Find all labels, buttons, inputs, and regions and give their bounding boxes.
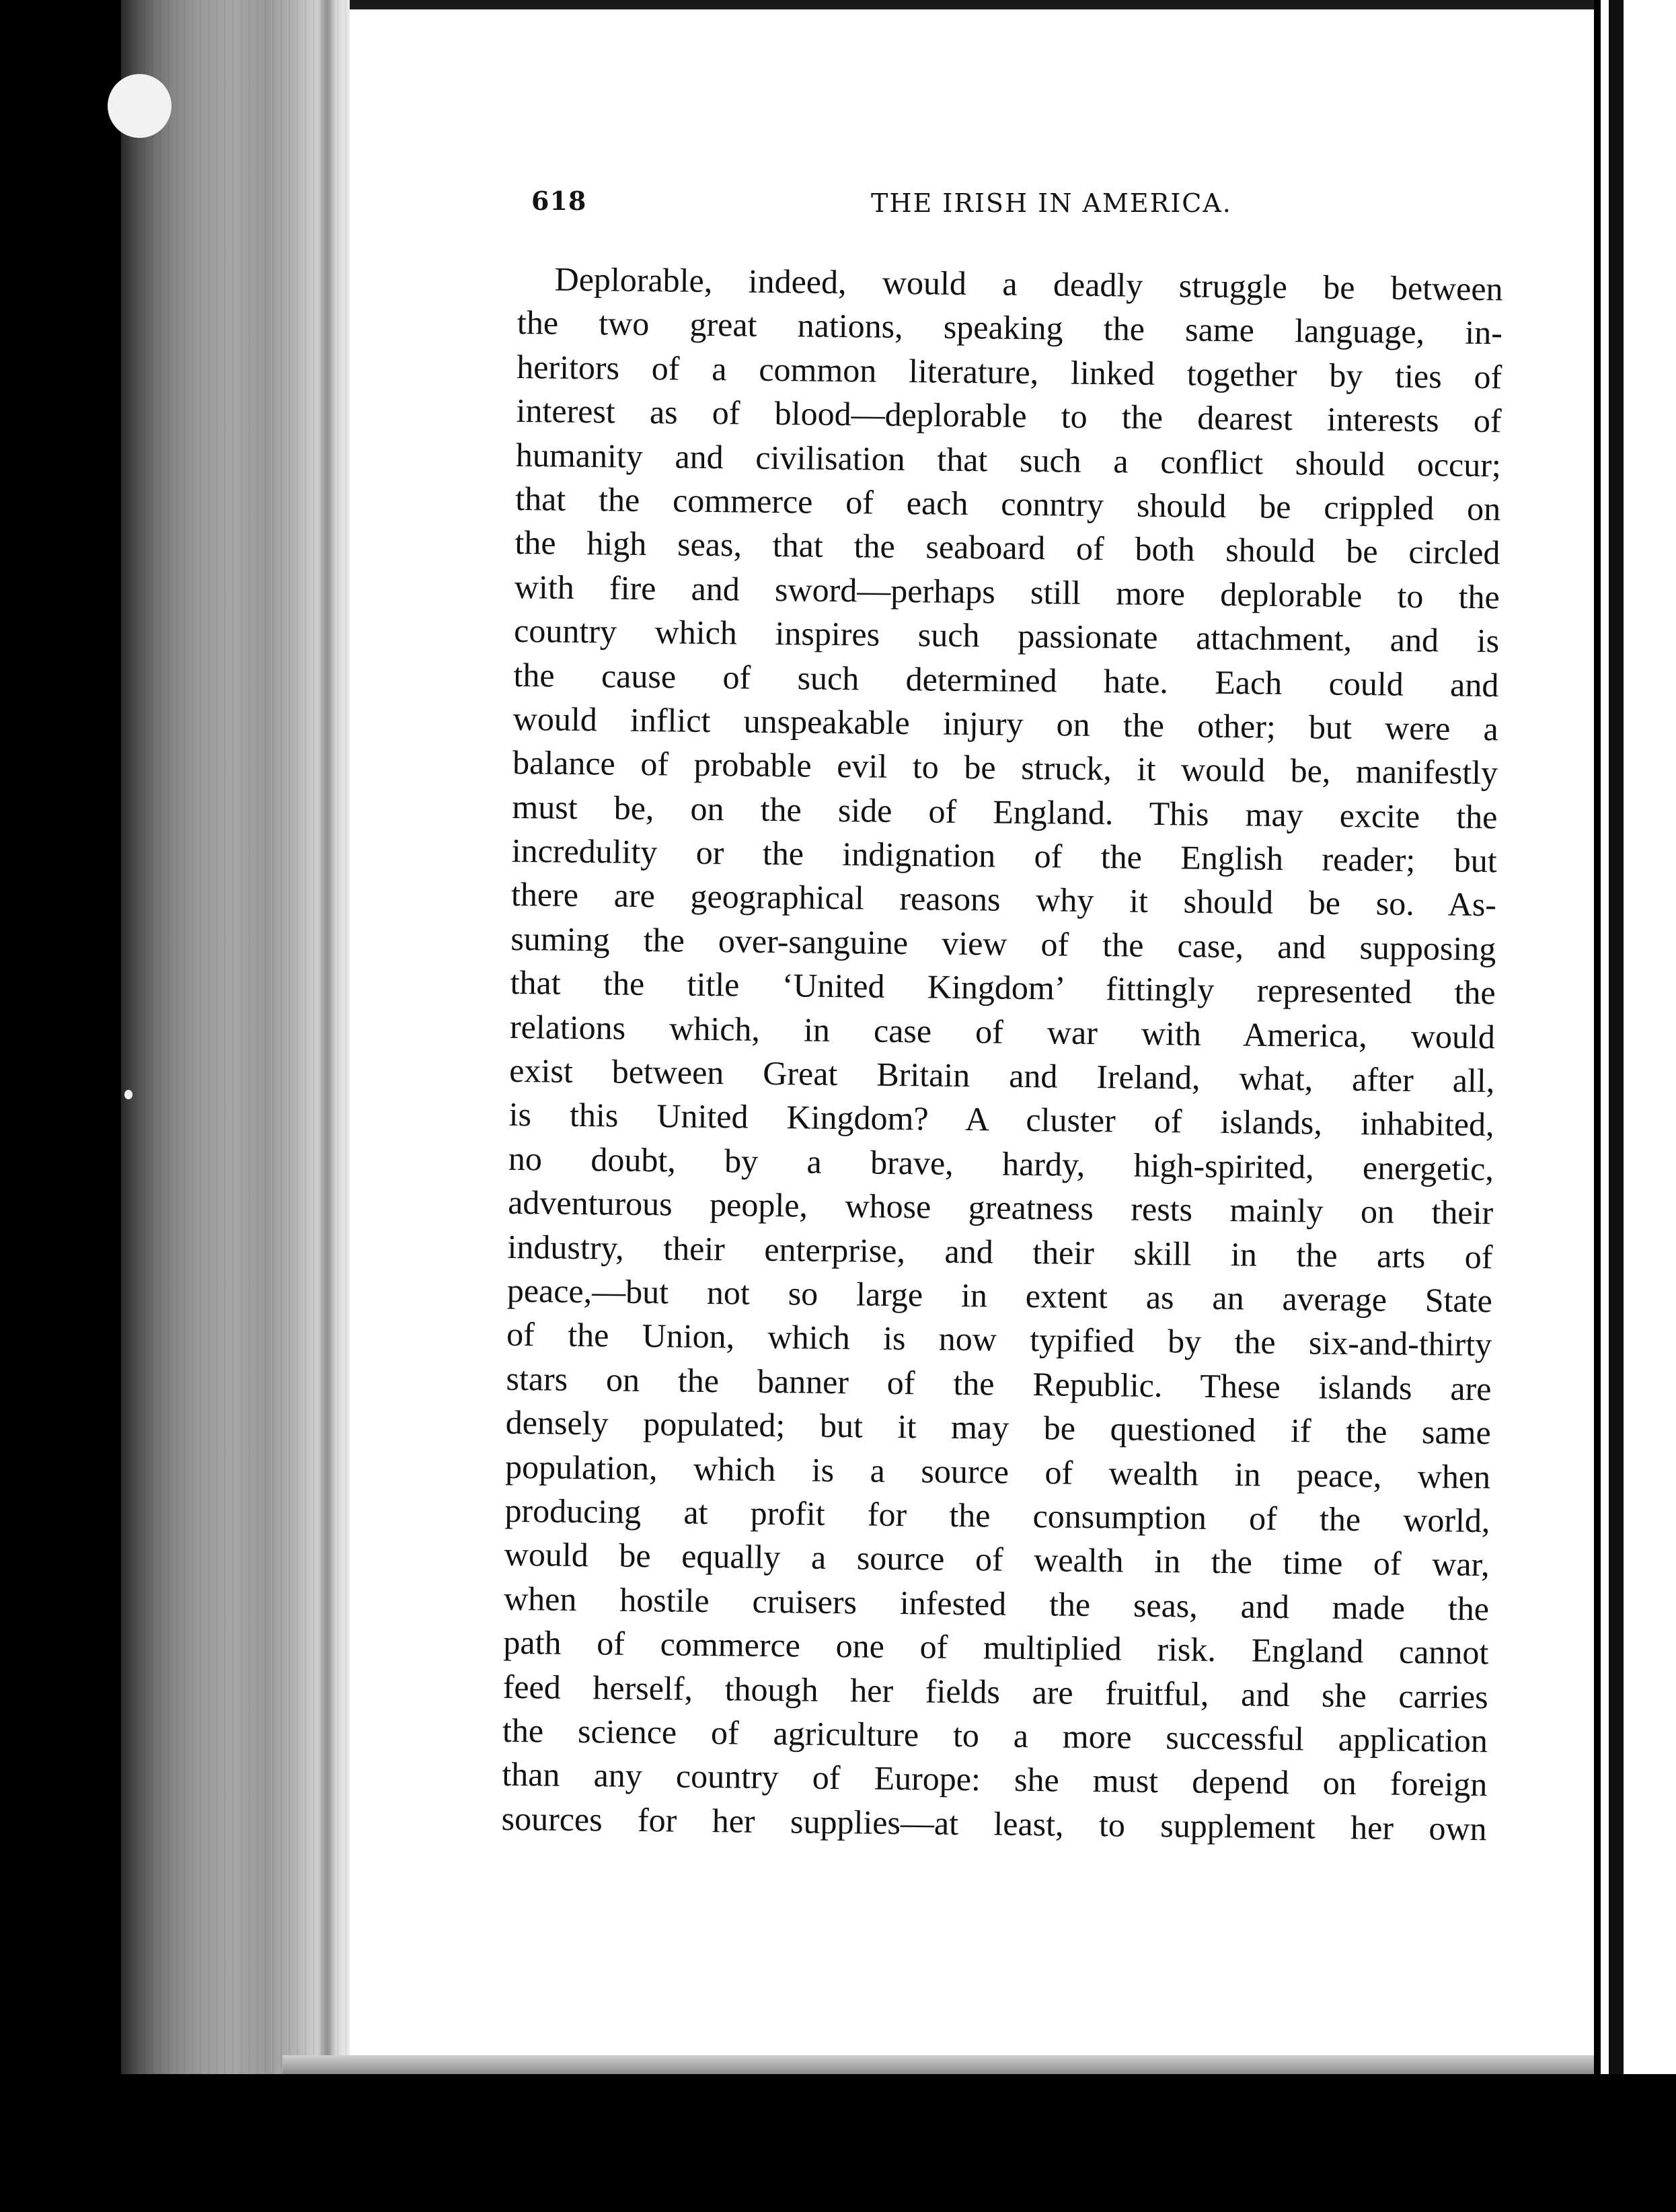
text-line: must be, on the side of England. This may excite the (512, 787, 1498, 836)
text-line: no doubt, by a brave, hardy, high-spirited, energetic, (508, 1139, 1494, 1188)
top-scan-border (350, 0, 1594, 9)
text-line: industry, their enterprise, and their skill in the arts of (507, 1227, 1493, 1276)
text-line: that the commerce of each conntry should be crippled on (515, 479, 1501, 528)
text-line: interest as of blood—deplorable to the dearest interests of (516, 392, 1502, 440)
text-line: of the Union, which is now typified by the six-and-thirty (506, 1315, 1492, 1364)
page-edge-texture (121, 0, 350, 2212)
text-line: population, which is a source of wealth in peace, when (504, 1447, 1491, 1496)
page-number: 618 (531, 186, 587, 216)
text-line: country which inspires such passionate attachment, and is (513, 612, 1500, 660)
text-line: with fire and sword—perhaps still more deplorable to the (514, 567, 1500, 616)
paper-spot (108, 74, 172, 138)
paper-spot (124, 1090, 132, 1099)
text-line: the high seas, that the seaboard of both should be circled (515, 523, 1500, 572)
text-line: sources for her supplies—at least, to supplement her own (501, 1799, 1487, 1847)
text-line: than any country of Europe: she must depend on foreign (502, 1755, 1488, 1804)
text-line: the cause of such determined hate. Each could and (513, 655, 1499, 704)
book-spine-shadow (0, 0, 121, 2212)
text-line: peace,—but not so large in extent as an average State (506, 1271, 1493, 1320)
text-line: exist between Great Britain and Ireland, what, after all, (509, 1051, 1495, 1100)
text-line: the science of agriculture to a more successful application (502, 1711, 1488, 1760)
text-line: suming the over-sanguine view of the case, and supposing (510, 919, 1496, 968)
text-line: heritors of a common literature, linked together by ties of (517, 347, 1502, 396)
text-line: Deplorable, indeed, would a deadly struggle be between (554, 260, 1503, 308)
running-head (531, 186, 1607, 233)
text-line: densely populated; but it may be questioned if the same (505, 1403, 1492, 1452)
text-line: that the title ‘United Kingdom’ fittingly represented the (510, 963, 1496, 1012)
text-line: adventurous people, whose greatness rests mainly on their (507, 1183, 1494, 1232)
text-line: the two great nations, speaking the same language, in- (517, 303, 1503, 352)
text-line: feed herself, though her fields are fruitful, and she carries (502, 1667, 1488, 1716)
running-title: THE IRISH IN AMERICA. (871, 188, 1232, 218)
printed-page (350, 9, 1594, 2055)
text-line: when hostile cruisers infested the seas, and made the (503, 1579, 1490, 1627)
text-line: balance of probable evil to be struck, it would be, manifestly (512, 743, 1498, 792)
bottom-scan-border (0, 2074, 1676, 2212)
next-page-edge-shadow (1609, 0, 1624, 2074)
text-line: path of commerce one of multiplied risk. England cannot (503, 1623, 1489, 1672)
text-line: producing at profit for the consumption of the world, (504, 1491, 1490, 1540)
text-line: is this United Kingdom? A cluster of islands, inhabited, (508, 1095, 1494, 1144)
page-bottom-edge (282, 2055, 1594, 2074)
body-paragraph (501, 257, 1503, 1851)
text-line: would inflict unspeakable injury on the other; but were a (512, 699, 1499, 748)
text-line: would be equally a source of wealth in the time of war, (504, 1535, 1490, 1584)
page-right-edge (1594, 0, 1601, 2074)
text-line: relations which, in case of war with America, would (509, 1007, 1496, 1056)
text-line: humanity and civilisation that such a conflict should occur; (515, 435, 1502, 484)
text-line: incredulity or the indignation of the English reader; but (511, 832, 1497, 880)
text-line: there are geographical reasons why it should be so. As- (510, 875, 1497, 924)
text-line: stars on the banner of the Republic. These islands are (506, 1359, 1492, 1408)
